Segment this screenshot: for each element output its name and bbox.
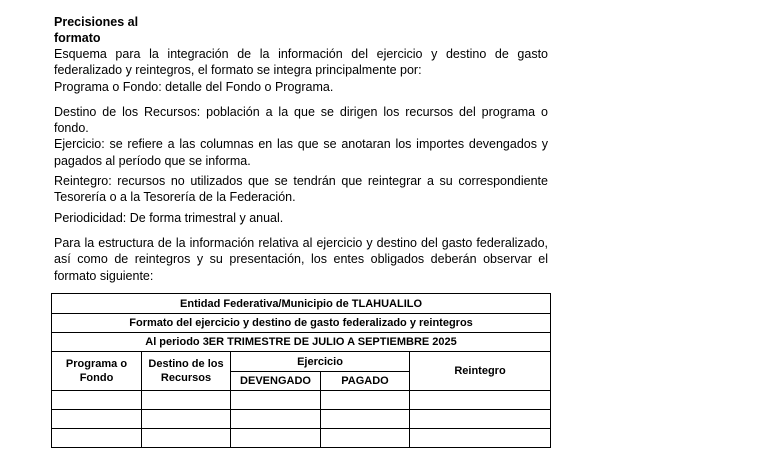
- table-cell: [52, 429, 142, 448]
- table-cell: [410, 391, 551, 410]
- table-cell: [321, 429, 410, 448]
- table-cell: [321, 391, 410, 410]
- format-header: Formato del ejercicio y destino de gasto federalizado y reintegros: [52, 314, 551, 333]
- table-cell: [142, 410, 231, 429]
- column-header-accrued: DEVENGADO: [231, 372, 321, 391]
- table-cell: [321, 410, 410, 429]
- table-cell: [410, 429, 551, 448]
- format-table: [51, 293, 551, 448]
- paragraph-exercise: Ejercicio: se refiere a las columnas en las que se anotaran los importes devengados y pagados al período que se informa.: [54, 137, 548, 168]
- table-cell: [52, 410, 142, 429]
- paragraph-structure-clip: [54, 235, 548, 283]
- table-cell: [410, 410, 551, 429]
- paragraph-intro: Esquema para la integración de la información del ejercicio y destino de gasto federalizado y reintegros, el formato se integra principalmente por:: [54, 47, 548, 78]
- paragraph-structure: Para la estructura de la información relativa al ejercicio y destino del gasto federalizado, así como de reintegros y su presentación, los entes obligados deberán observar el formato siguiente:: [54, 235, 548, 283]
- column-header-program: Programa o Fondo: [52, 352, 142, 391]
- column-header-paid: PAGADO: [321, 372, 410, 391]
- period-header: Al periodo 3ER TRIMESTRE DE JULIO A SEPTIEMBRE 2025: [52, 333, 551, 352]
- paragraph-periodicity: Periodicidad: De forma trimestral y anual.: [54, 210, 284, 225]
- table-cell: [231, 429, 321, 448]
- table-cell: [52, 391, 142, 410]
- section-title: Precisiones al formato: [54, 15, 139, 45]
- paragraph-refund: Reintegro: recursos no utilizados que se tendrán que reintegrar a su correspondiente Tesorería o a la Tesorería de la Federación.: [54, 174, 548, 205]
- entity-header: Entidad Federativa/Municipio de TLAHUALILO: [52, 294, 551, 314]
- paragraph-destination: Destino de los Recursos: población a la que se dirigen los recursos del programa o fondo.: [54, 104, 548, 136]
- table-row: [52, 391, 551, 410]
- table-row: [52, 410, 551, 429]
- table-cell: [142, 391, 231, 410]
- column-header-refund: Reintegro: [410, 352, 551, 391]
- column-header-destination: Destino de los Recursos: [142, 352, 231, 391]
- table-cell: [231, 410, 321, 429]
- document-body: [54, 14, 548, 283]
- table-cell: [231, 391, 321, 410]
- table-row: [52, 429, 551, 448]
- table-cell: [142, 429, 231, 448]
- paragraph-program: Programa o Fondo: detalle del Fondo o Programa.: [54, 79, 334, 94]
- column-header-exercise: Ejercicio: [231, 352, 410, 372]
